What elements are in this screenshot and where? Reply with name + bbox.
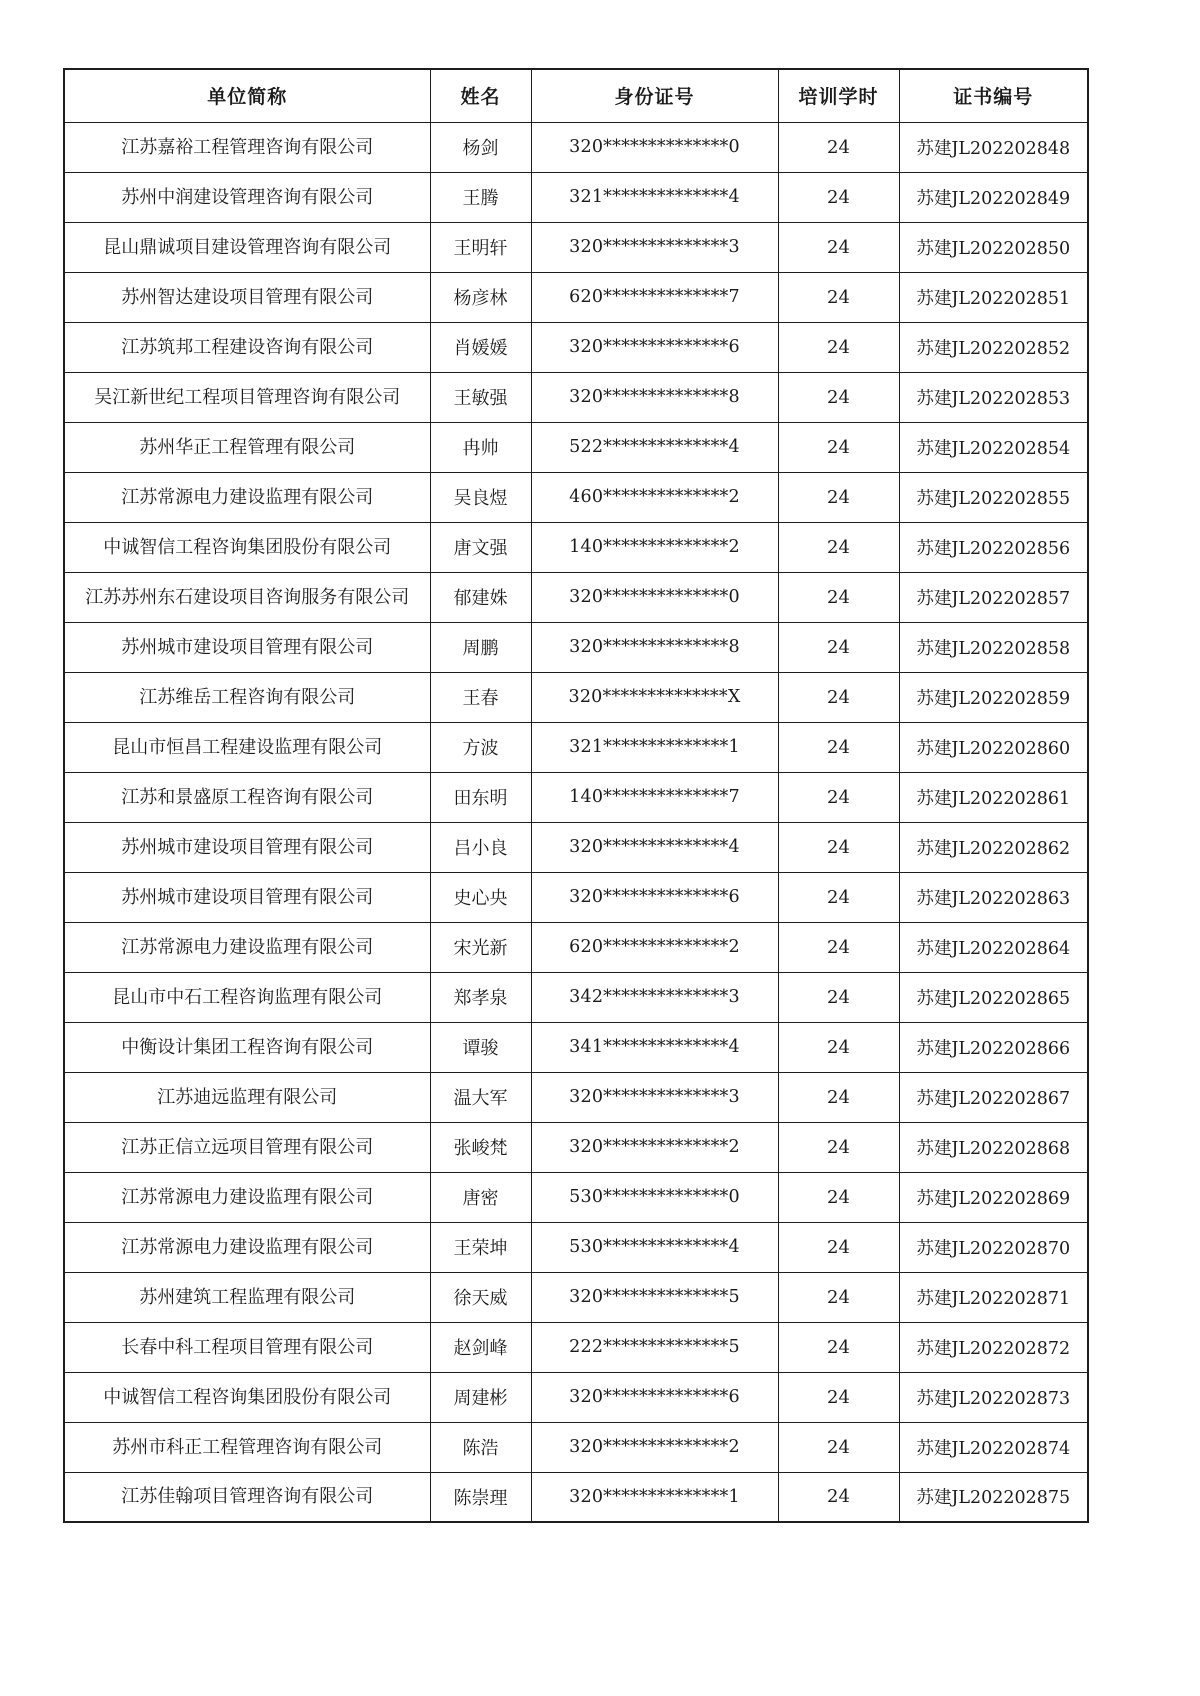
table-row bbox=[64, 472, 1088, 522]
table-row bbox=[64, 822, 1088, 872]
cell-training-hours: 24 bbox=[778, 1022, 899, 1072]
cell-id-number: 320**************2 bbox=[531, 1122, 778, 1172]
cell-training-hours: 24 bbox=[778, 422, 899, 472]
cell-certificate-number: 苏建JL202202858 bbox=[899, 622, 1088, 672]
table-row bbox=[64, 222, 1088, 272]
table-row bbox=[64, 1372, 1088, 1422]
cell-id-number: 140**************2 bbox=[531, 522, 778, 572]
cell-id-number: 140**************7 bbox=[531, 772, 778, 822]
cell-training-hours: 24 bbox=[778, 372, 899, 422]
cell-certificate-number: 苏建JL202202874 bbox=[899, 1422, 1088, 1472]
cell-id-number: 320**************0 bbox=[531, 122, 778, 172]
cell-id-number: 342**************3 bbox=[531, 972, 778, 1022]
cell-training-hours: 24 bbox=[778, 872, 899, 922]
cell-certificate-number: 苏建JL202202850 bbox=[899, 222, 1088, 272]
cell-unit: 江苏常源电力建设监理有限公司 bbox=[64, 1222, 430, 1272]
header-unit: 单位简称 bbox=[64, 69, 430, 122]
cell-name: 张峻梵 bbox=[430, 1122, 531, 1172]
cell-name: 吕小良 bbox=[430, 822, 531, 872]
cell-name: 赵剑峰 bbox=[430, 1322, 531, 1372]
table-row bbox=[64, 1422, 1088, 1472]
cell-training-hours: 24 bbox=[778, 172, 899, 222]
cell-name: 温大军 bbox=[430, 1072, 531, 1122]
cell-training-hours: 24 bbox=[778, 1322, 899, 1372]
table-row bbox=[64, 122, 1088, 172]
cell-name: 唐文强 bbox=[430, 522, 531, 572]
cell-unit: 江苏嘉裕工程管理咨询有限公司 bbox=[64, 122, 430, 172]
cell-unit: 中衡设计集团工程咨询有限公司 bbox=[64, 1022, 430, 1072]
header-training-hours: 培训学时 bbox=[778, 69, 899, 122]
table-row bbox=[64, 922, 1088, 972]
cell-id-number: 222**************5 bbox=[531, 1322, 778, 1372]
cell-unit: 中诚智信工程咨询集团股份有限公司 bbox=[64, 1372, 430, 1422]
header-row bbox=[64, 69, 1088, 122]
cell-certificate-number: 苏建JL202202855 bbox=[899, 472, 1088, 522]
cell-id-number: 320**************0 bbox=[531, 572, 778, 622]
table-row bbox=[64, 1122, 1088, 1172]
cell-certificate-number: 苏建JL202202865 bbox=[899, 972, 1088, 1022]
cell-name: 陈浩 bbox=[430, 1422, 531, 1472]
cell-certificate-number: 苏建JL202202864 bbox=[899, 922, 1088, 972]
cell-id-number: 530**************4 bbox=[531, 1222, 778, 1272]
cell-id-number: 320**************5 bbox=[531, 1272, 778, 1322]
cell-id-number: 620**************7 bbox=[531, 272, 778, 322]
cell-unit: 江苏迪远监理有限公司 bbox=[64, 1072, 430, 1122]
cell-training-hours: 24 bbox=[778, 672, 899, 722]
roster-body bbox=[64, 122, 1088, 1522]
cell-id-number: 320**************1 bbox=[531, 1472, 778, 1522]
cell-certificate-number: 苏建JL202202872 bbox=[899, 1322, 1088, 1372]
header-id-number: 身份证号 bbox=[531, 69, 778, 122]
cell-unit: 吴江新世纪工程项目管理咨询有限公司 bbox=[64, 372, 430, 422]
cell-name: 徐天威 bbox=[430, 1272, 531, 1322]
table-row bbox=[64, 372, 1088, 422]
cell-id-number: 530**************0 bbox=[531, 1172, 778, 1222]
cell-training-hours: 24 bbox=[778, 1172, 899, 1222]
cell-training-hours: 24 bbox=[778, 122, 899, 172]
cell-name: 王明轩 bbox=[430, 222, 531, 272]
cell-name: 王敏强 bbox=[430, 372, 531, 422]
cell-id-number: 620**************2 bbox=[531, 922, 778, 972]
cell-unit: 苏州智达建设项目管理有限公司 bbox=[64, 272, 430, 322]
cell-name: 王荣坤 bbox=[430, 1222, 531, 1272]
cell-training-hours: 24 bbox=[778, 222, 899, 272]
table-row bbox=[64, 422, 1088, 472]
table-row bbox=[64, 522, 1088, 572]
cell-training-hours: 24 bbox=[778, 1222, 899, 1272]
cell-unit: 江苏佳翰项目管理咨询有限公司 bbox=[64, 1472, 430, 1522]
table-row bbox=[64, 872, 1088, 922]
cell-id-number: 320**************4 bbox=[531, 822, 778, 872]
cell-unit: 苏州城市建设项目管理有限公司 bbox=[64, 622, 430, 672]
cell-training-hours: 24 bbox=[778, 1272, 899, 1322]
cell-id-number: 321**************1 bbox=[531, 722, 778, 772]
cell-training-hours: 24 bbox=[778, 272, 899, 322]
header-certificate-number: 证书编号 bbox=[899, 69, 1088, 122]
cell-certificate-number: 苏建JL202202851 bbox=[899, 272, 1088, 322]
cell-certificate-number: 苏建JL202202860 bbox=[899, 722, 1088, 772]
cell-unit: 苏州市科正工程管理咨询有限公司 bbox=[64, 1422, 430, 1472]
cell-id-number: 341**************4 bbox=[531, 1022, 778, 1072]
cell-id-number: 320**************6 bbox=[531, 322, 778, 372]
cell-training-hours: 24 bbox=[778, 972, 899, 1022]
cell-certificate-number: 苏建JL202202853 bbox=[899, 372, 1088, 422]
cell-certificate-number: 苏建JL202202852 bbox=[899, 322, 1088, 372]
cell-name: 田东明 bbox=[430, 772, 531, 822]
cell-name: 周建彬 bbox=[430, 1372, 531, 1422]
table-row bbox=[64, 622, 1088, 672]
cell-training-hours: 24 bbox=[778, 622, 899, 672]
cell-id-number: 320**************8 bbox=[531, 622, 778, 672]
cell-certificate-number: 苏建JL202202866 bbox=[899, 1022, 1088, 1072]
cell-name: 郑孝泉 bbox=[430, 972, 531, 1022]
cell-training-hours: 24 bbox=[778, 772, 899, 822]
cell-certificate-number: 苏建JL202202848 bbox=[899, 122, 1088, 172]
cell-unit: 苏州华正工程管理有限公司 bbox=[64, 422, 430, 472]
cell-id-number: 320**************X bbox=[531, 672, 778, 722]
cell-training-hours: 24 bbox=[778, 1122, 899, 1172]
table-row bbox=[64, 972, 1088, 1022]
cell-certificate-number: 苏建JL202202869 bbox=[899, 1172, 1088, 1222]
cell-training-hours: 24 bbox=[778, 572, 899, 622]
cell-name: 肖媛媛 bbox=[430, 322, 531, 372]
cell-id-number: 320**************2 bbox=[531, 1422, 778, 1472]
cell-certificate-number: 苏建JL202202857 bbox=[899, 572, 1088, 622]
cell-unit: 苏州中润建设管理咨询有限公司 bbox=[64, 172, 430, 222]
table-row bbox=[64, 1472, 1088, 1522]
cell-id-number: 320**************6 bbox=[531, 1372, 778, 1422]
table-row bbox=[64, 772, 1088, 822]
cell-name: 史心央 bbox=[430, 872, 531, 922]
cell-unit: 江苏常源电力建设监理有限公司 bbox=[64, 922, 430, 972]
table-row bbox=[64, 672, 1088, 722]
cell-unit: 中诚智信工程咨询集团股份有限公司 bbox=[64, 522, 430, 572]
cell-training-hours: 24 bbox=[778, 1072, 899, 1122]
header-name: 姓名 bbox=[430, 69, 531, 122]
cell-certificate-number: 苏建JL202202856 bbox=[899, 522, 1088, 572]
cell-certificate-number: 苏建JL202202862 bbox=[899, 822, 1088, 872]
cell-certificate-number: 苏建JL202202870 bbox=[899, 1222, 1088, 1272]
cell-certificate-number: 苏建JL202202875 bbox=[899, 1472, 1088, 1522]
cell-unit: 江苏常源电力建设监理有限公司 bbox=[64, 472, 430, 522]
cell-id-number: 320**************3 bbox=[531, 222, 778, 272]
table-row bbox=[64, 722, 1088, 772]
cell-unit: 昆山市恒昌工程建设监理有限公司 bbox=[64, 722, 430, 772]
cell-id-number: 320**************3 bbox=[531, 1072, 778, 1122]
cell-name: 杨彦林 bbox=[430, 272, 531, 322]
cell-name: 王腾 bbox=[430, 172, 531, 222]
cell-certificate-number: 苏建JL202202863 bbox=[899, 872, 1088, 922]
cell-name: 吴良煜 bbox=[430, 472, 531, 522]
cell-training-hours: 24 bbox=[778, 1422, 899, 1472]
table-row bbox=[64, 1272, 1088, 1322]
cell-name: 宋光新 bbox=[430, 922, 531, 972]
cell-unit: 苏州城市建设项目管理有限公司 bbox=[64, 872, 430, 922]
table-row bbox=[64, 272, 1088, 322]
cell-id-number: 320**************6 bbox=[531, 872, 778, 922]
cell-certificate-number: 苏建JL202202871 bbox=[899, 1272, 1088, 1322]
cell-name: 唐密 bbox=[430, 1172, 531, 1222]
cell-training-hours: 24 bbox=[778, 522, 899, 572]
cell-id-number: 320**************8 bbox=[531, 372, 778, 422]
cell-training-hours: 24 bbox=[778, 472, 899, 522]
certificate-roster-table bbox=[63, 68, 1089, 1523]
cell-unit: 江苏正信立远项目管理有限公司 bbox=[64, 1122, 430, 1172]
cell-name: 方波 bbox=[430, 722, 531, 772]
table-row bbox=[64, 1222, 1088, 1272]
cell-unit: 江苏筑邦工程建设咨询有限公司 bbox=[64, 322, 430, 372]
table-row bbox=[64, 172, 1088, 222]
cell-name: 杨剑 bbox=[430, 122, 531, 172]
table-row bbox=[64, 322, 1088, 372]
cell-training-hours: 24 bbox=[778, 922, 899, 972]
table-row bbox=[64, 1172, 1088, 1222]
cell-id-number: 522**************4 bbox=[531, 422, 778, 472]
cell-name: 陈崇理 bbox=[430, 1472, 531, 1522]
cell-unit: 长春中科工程项目管理有限公司 bbox=[64, 1322, 430, 1372]
certificate-roster-sheet bbox=[63, 68, 1089, 1523]
cell-unit: 苏州城市建设项目管理有限公司 bbox=[64, 822, 430, 872]
cell-unit: 江苏和景盛原工程咨询有限公司 bbox=[64, 772, 430, 822]
cell-name: 冉帅 bbox=[430, 422, 531, 472]
cell-id-number: 460**************2 bbox=[531, 472, 778, 522]
cell-unit: 昆山市中石工程咨询监理有限公司 bbox=[64, 972, 430, 1022]
cell-certificate-number: 苏建JL202202873 bbox=[899, 1372, 1088, 1422]
cell-training-hours: 24 bbox=[778, 1372, 899, 1422]
cell-name: 王春 bbox=[430, 672, 531, 722]
cell-training-hours: 24 bbox=[778, 822, 899, 872]
table-row bbox=[64, 1322, 1088, 1372]
cell-certificate-number: 苏建JL202202849 bbox=[899, 172, 1088, 222]
cell-training-hours: 24 bbox=[778, 322, 899, 372]
cell-unit: 苏州建筑工程监理有限公司 bbox=[64, 1272, 430, 1322]
cell-certificate-number: 苏建JL202202868 bbox=[899, 1122, 1088, 1172]
cell-certificate-number: 苏建JL202202867 bbox=[899, 1072, 1088, 1122]
cell-certificate-number: 苏建JL202202861 bbox=[899, 772, 1088, 822]
cell-training-hours: 24 bbox=[778, 1472, 899, 1522]
cell-name: 周鹏 bbox=[430, 622, 531, 672]
cell-unit: 江苏苏州东石建设项目咨询服务有限公司 bbox=[64, 572, 430, 622]
cell-training-hours: 24 bbox=[778, 722, 899, 772]
table-row bbox=[64, 1072, 1088, 1122]
cell-unit: 江苏常源电力建设监理有限公司 bbox=[64, 1172, 430, 1222]
table-row bbox=[64, 1022, 1088, 1072]
cell-certificate-number: 苏建JL202202854 bbox=[899, 422, 1088, 472]
cell-id-number: 321**************4 bbox=[531, 172, 778, 222]
cell-unit: 昆山鼎诚项目建设管理咨询有限公司 bbox=[64, 222, 430, 272]
table-row bbox=[64, 572, 1088, 622]
cell-name: 郁建姝 bbox=[430, 572, 531, 622]
cell-name: 谭骏 bbox=[430, 1022, 531, 1072]
cell-unit: 江苏维岳工程咨询有限公司 bbox=[64, 672, 430, 722]
cell-certificate-number: 苏建JL202202859 bbox=[899, 672, 1088, 722]
